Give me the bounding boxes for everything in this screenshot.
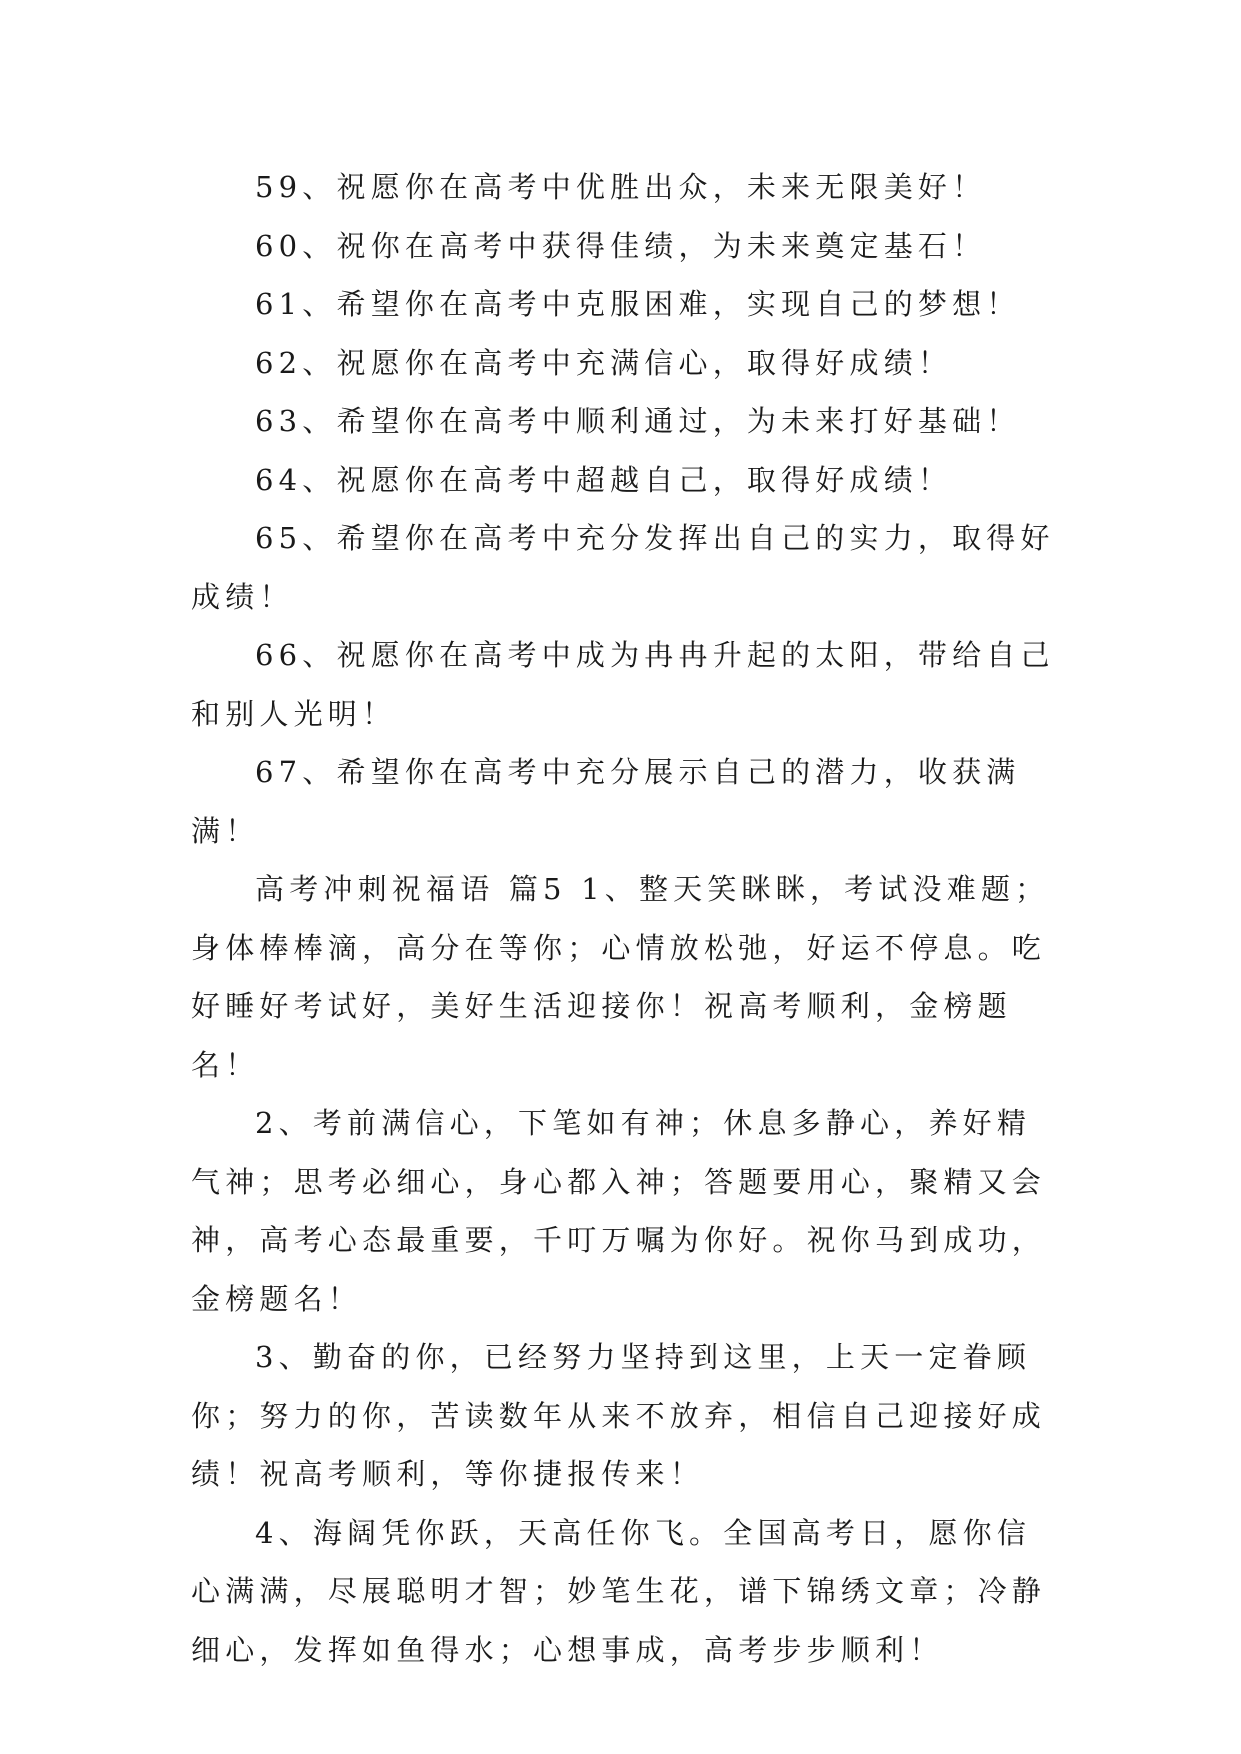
section-heading-paragraph: 高考冲刺祝福语 篇5 1、整天笑眯眯，考试没难题；身体棒棒滴，高分在等你；心情放松弛，好运不停息。吃好睡好考试好，美好生活迎接你！祝高考顺利，金榜题名！ (191, 872, 1050, 1082)
paragraph-60: 60、祝你在高考中获得佳绩，为未来奠定基石！ (255, 228, 987, 263)
paragraph-61: 61、希望你在高考中克服困难，实现自己的梦想！ (255, 287, 1021, 321)
paragraph-63: 63、希望你在高考中顺利通过，为未来打好基础！ (255, 404, 1021, 438)
paragraph-59: 59、祝愿你在高考中优胜出众，未来无限美好！ (255, 170, 987, 204)
paragraph-65: 65、希望你在高考中充分发挥出自己的实力，取得好成绩！ (191, 521, 1055, 614)
paragraph-wish-4: 4、海阔凭你跃，天高任你飞。全国高考日，愿你信心满满，尽展聪明才智；妙笔生花，谱下锦绣文章；冷静细心，发挥如鱼得水；心想事成，高考步步顺利！ (191, 1515, 1047, 1667)
paragraph-wish-3: 3、勤奋的你，已经努力坚持到这里，上天一定眷顾你；努力的你，苦读数年从来不放弃，相信自己迎接好成绩！祝高考顺利，等你捷报传来！ (191, 1340, 1047, 1491)
paragraph-64: 64、祝愿你在高考中超越自己，取得好成绩！ (255, 462, 953, 497)
paragraph-62: 62、祝愿你在高考中充满信心，取得好成绩！ (255, 345, 953, 380)
paragraph-wish-2: 2、考前满信心，下笔如有神；休息多静心，养好精气神；思考必细心，身心都入神；答题要用心，聚精又会神，高考心态最重要，千叮万嘱为你好。祝你马到成功，金榜题名！ (191, 1106, 1047, 1316)
paragraph-67: 67、希望你在高考中充分展示自己的潜力，收获满满！ (191, 755, 1021, 848)
document-body (191, 158, 1055, 1679)
paragraph-66: 66、祝愿你在高考中成为冉冉升起的太阳，带给自己和别人光明！ (191, 638, 1055, 731)
